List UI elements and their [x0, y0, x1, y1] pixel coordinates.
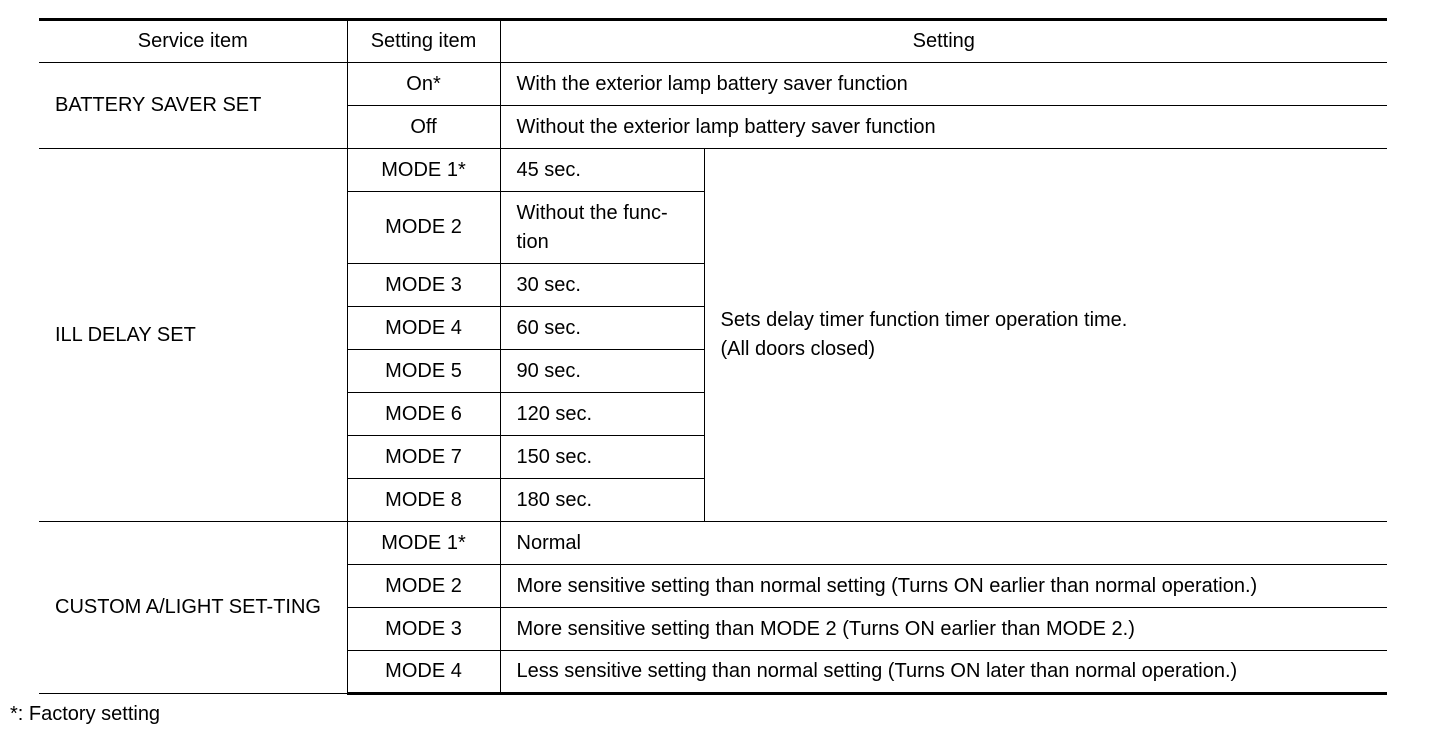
- setting-cell: 180 sec.: [500, 479, 704, 522]
- setting-item-cell: MODE 3: [347, 264, 500, 307]
- setting-cell: More sensitive setting than normal setting (Turns ON earlier than normal operation.): [500, 565, 1387, 608]
- ill-delay-note: [704, 149, 1387, 522]
- setting-item-cell: MODE 7: [347, 436, 500, 479]
- header-setting-item: Setting item: [347, 20, 500, 63]
- setting-cell: 30 sec.: [500, 264, 704, 307]
- setting-cell: 120 sec.: [500, 393, 704, 436]
- service-ill-delay: ILL DELAY SET: [39, 149, 347, 522]
- ill-delay-note-line1: Sets delay timer function timer operation time.: [720, 309, 1128, 331]
- table-row: [39, 149, 1387, 192]
- setting-item-cell: MODE 5: [347, 350, 500, 393]
- footnote: *: Factory setting: [10, 703, 161, 725]
- setting-cell: More sensitive setting than MODE 2 (Turns ON earlier than MODE 2.): [500, 608, 1387, 651]
- setting-item-cell: MODE 2: [347, 192, 500, 264]
- setting-item-cell: MODE 1*: [347, 149, 500, 192]
- setting-cell: 150 sec.: [500, 436, 704, 479]
- setting-item-cell: MODE 2: [347, 565, 500, 608]
- setting-cell: With the exterior lamp battery saver function: [500, 63, 1387, 106]
- header-service-item: Service item: [39, 20, 347, 63]
- header-setting: Setting: [500, 20, 1387, 63]
- setting-item-cell: MODE 8: [347, 479, 500, 522]
- setting-cell: 45 sec.: [500, 149, 704, 192]
- setting-item-cell: MODE 6: [347, 393, 500, 436]
- setting-item-cell: MODE 4: [347, 651, 500, 694]
- setting-cell: 60 sec.: [500, 307, 704, 350]
- setting-cell: Less sensitive setting than normal setting (Turns ON later than normal operation.): [500, 651, 1387, 694]
- setting-cell: Normal: [500, 522, 1387, 565]
- setting-cell: 90 sec.: [500, 350, 704, 393]
- setting-item-cell: On*: [347, 63, 500, 106]
- setting-item-cell: MODE 3: [347, 608, 500, 651]
- table-row: [39, 63, 1387, 106]
- service-settings-table: [39, 18, 1387, 695]
- service-battery-saver: BATTERY SAVER SET: [39, 63, 347, 149]
- setting-cell: Without the exterior lamp battery saver function: [500, 106, 1387, 149]
- ill-delay-note-line2: (All doors closed): [720, 338, 876, 360]
- header-row: [39, 20, 1387, 63]
- table-row: [39, 522, 1387, 565]
- setting-item-cell: MODE 4: [347, 307, 500, 350]
- service-custom-alight: CUSTOM A/LIGHT SET-TING: [39, 522, 347, 694]
- setting-item-cell: Off: [347, 106, 500, 149]
- setting-item-cell: MODE 1*: [347, 522, 500, 565]
- setting-cell: Without the func-tion: [500, 192, 704, 264]
